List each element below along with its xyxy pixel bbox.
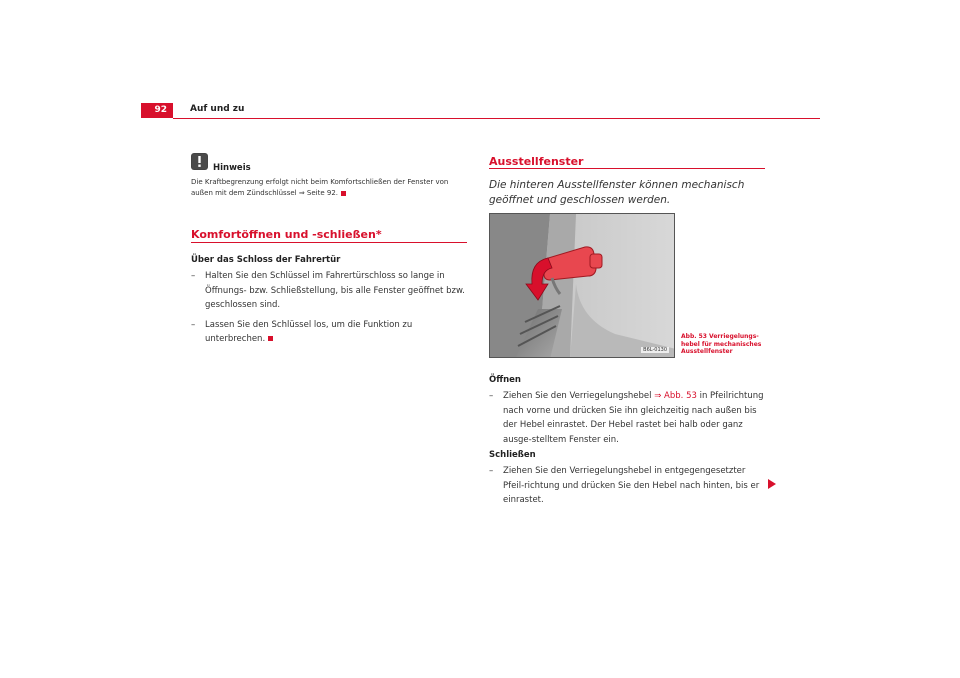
list-item bbox=[191, 318, 473, 347]
note-text-line-2-content: außen mit dem Zündschlüssel ⇒ Seite 92. bbox=[191, 189, 339, 197]
list-item-text: Lassen Sie den Schlüssel los, um die Funktion zu unterbrechen. bbox=[205, 319, 413, 345]
list-item-text: Ziehen Sie den Verriegelungshebel in entgegengesetzter Pfeil-richtung und drücken Sie den Hebel nach hinten, bis er einrastet. bbox=[503, 466, 760, 506]
list-dash: – bbox=[489, 391, 494, 401]
list-item-text: in Pfeilrichtung nach vorne und drücken Sie ihn gleichzeitig nach außen bis der Hebel einrastet. Der Hebel rastet bei halb oder ganz ausge-stelltem Fenster ein. bbox=[503, 391, 764, 445]
note-text bbox=[191, 177, 471, 199]
list-dash: – bbox=[489, 466, 494, 476]
list-item-text: Halten Sie den Schlüssel im Fahrertürschloss so lange in Öffnungs- bzw. Schließstellung, bis alle Fenster geöffnet bzw. geschlossen sind. bbox=[205, 271, 465, 311]
figure-caption: Abb. 53 Verriegelungs-hebel für mechanisches Ausstellfenster bbox=[681, 333, 762, 355]
vent-intro: Die hinteren Ausstellfenster können mechanisch geöffnet und geschlossen werden. bbox=[489, 179, 745, 206]
vent-lever-illustration bbox=[490, 214, 675, 358]
figure-reference-link[interactable]: ⇒ Abb. 53 bbox=[654, 391, 697, 401]
note-heading: Hinweis bbox=[213, 163, 251, 173]
open-list bbox=[489, 389, 769, 447]
list-dash: – bbox=[191, 271, 196, 281]
open-subtitle: Öffnen bbox=[489, 375, 521, 385]
figure-code: B6L-0130 bbox=[643, 347, 667, 353]
vent-section-rule bbox=[489, 168, 765, 169]
page-header-title: Auf und zu bbox=[190, 104, 245, 114]
section-end-marker bbox=[341, 191, 346, 196]
note-text-line-1: Die Kraftbegrenzung erfolgt nicht beim Komfortschließen der Fenster von bbox=[191, 178, 449, 186]
list-dash: – bbox=[191, 319, 196, 330]
comfort-section-rule bbox=[191, 242, 467, 243]
close-subtitle: Schließen bbox=[489, 450, 536, 460]
comfort-subtitle: Über das Schloss der Fahrertür bbox=[191, 255, 341, 265]
list-item-text: Ziehen Sie den Verriegelungshebel bbox=[503, 391, 655, 401]
note-text-line-2 bbox=[191, 188, 471, 199]
info-note-icon bbox=[191, 153, 208, 170]
list-item bbox=[489, 464, 769, 508]
header-divider bbox=[173, 118, 820, 119]
close-list bbox=[489, 464, 769, 508]
comfort-section-title: Komfortöffnen und -schließen* bbox=[191, 228, 382, 241]
comfort-list bbox=[191, 269, 473, 347]
list-item bbox=[489, 389, 769, 447]
list-item bbox=[191, 269, 473, 313]
continue-arrow-icon bbox=[768, 479, 776, 489]
page-number: 92 bbox=[141, 103, 173, 118]
vent-section-title: Ausstellfenster bbox=[489, 155, 584, 168]
section-end-marker bbox=[268, 336, 273, 341]
figure-vent-lever bbox=[489, 213, 675, 358]
